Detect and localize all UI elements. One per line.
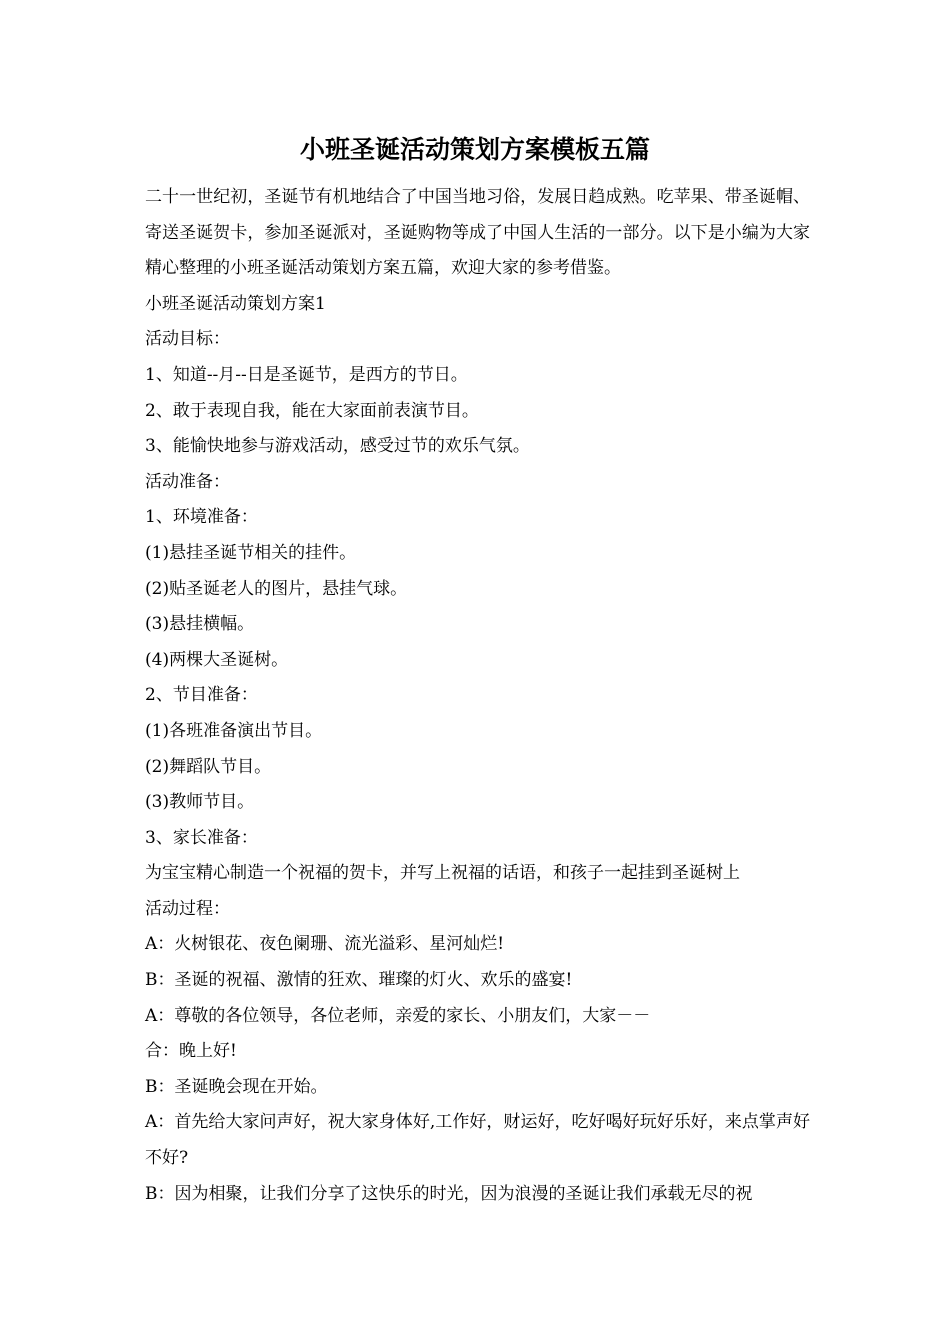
paragraph: 1、环境准备：	[145, 507, 258, 528]
paragraph: 3、家长准备：	[145, 827, 258, 848]
paragraph: 活动过程：	[145, 898, 230, 919]
document-body	[145, 180, 810, 1212]
paragraph: 合：晚上好!	[145, 1041, 237, 1062]
paragraph: A：火树银花、夜色阑珊、流光溢彩、星河灿烂!	[145, 934, 505, 955]
paragraph: 3、能愉快地参与游戏活动，感受过节的欢乐气氛。	[145, 436, 530, 457]
paragraph: A：尊敬的各位领导，各位老师，亲爱的家长、小朋友们，大家－－	[145, 1005, 651, 1026]
section-heading: 小班圣诞活动策划方案1	[145, 293, 326, 314]
document-title: 小班圣诞活动策划方案模板五篇	[299, 135, 650, 164]
paragraph-intro: 二十一世纪初，圣诞节有机地结合了中国当地习俗，发展日趋成熟。吃苹果、带圣诞帽、寄送圣诞贺卡，参加圣诞派对，圣诞购物等成了中国人生活的一部分。以下是小编为大家精心整理的小班圣诞活动策划方案五篇，欢迎大家的参考借鉴。	[145, 187, 810, 279]
paragraph: 为宝宝精心制造一个祝福的贺卡，并写上祝福的话语，和孩子一起挂到圣诞树上	[145, 863, 740, 884]
paragraph: B：因为相聚，让我们分享了这快乐的时光，因为浪漫的圣诞让我们承载无尽的祝	[145, 1183, 753, 1204]
paragraph: 活动准备：	[145, 471, 230, 492]
paragraph: (2)舞蹈队节目。	[145, 756, 272, 777]
paragraph: B：圣诞晚会现在开始。	[145, 1076, 328, 1097]
paragraph: 2、敢于表现自我，能在大家面前表演节目。	[145, 400, 479, 421]
paragraph: (2)贴圣诞老人的图片，悬挂气球。	[145, 578, 408, 599]
paragraph: 活动目标：	[145, 329, 230, 350]
paragraph: 1、知道--月--日是圣诞节，是西方的节日。	[145, 364, 468, 385]
paragraph: B：圣诞的祝福、激情的狂欢、璀璨的灯火、欢乐的盛宴!	[145, 970, 573, 991]
paragraph: 2、节目准备：	[145, 685, 258, 706]
paragraph: (4)两棵大圣诞树。	[145, 649, 289, 670]
paragraph: (3)教师节目。	[145, 792, 255, 813]
paragraph: (3)悬挂横幅。	[145, 614, 255, 635]
paragraph: (1)悬挂圣诞节相关的挂件。	[145, 542, 357, 563]
paragraph: (1)各班准备演出节目。	[145, 720, 323, 741]
paragraph: A：首先给大家问声好，祝大家身体好,工作好，财运好，吃好喝好玩好乐好，来点掌声好不好?	[145, 1112, 810, 1169]
